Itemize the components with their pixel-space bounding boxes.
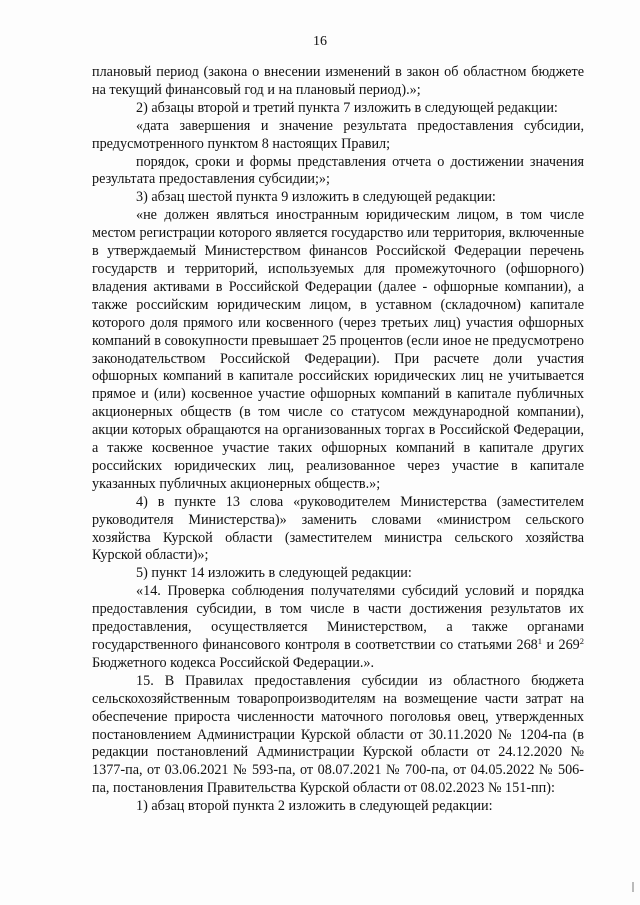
paragraph: порядок, сроки и формы представления отчета о достижении значения результата предоставления субсидии;»; [92,153,584,188]
scan-edge-mark [632,882,634,892]
paragraph: «дата завершения и значение результата предоставления субсидии, предусмотренного пунктом 8 настоящих Правил; [92,117,584,152]
paragraph-text: Бюджетного кодекса Российской Федерации.». [92,654,375,671]
superscript: 1 [537,636,543,646]
paragraph-text: «14. Проверка соблюдения получателями субсидий условий и порядка предоставления субсидии, в том числе в части достижения результатов их предоставления, осуществляется Министерством, а также органами государственного финансового контроля в соответствии со статьями 268 [92,583,584,653]
page-number: 16 [313,34,327,49]
paragraph: «не должен являться иностранным юридическим лицом, в том числе местом регистрации которого является государство или территория, включенные в утверждаемый Министерством финансов Российской Федерации перечень государств и территорий, используемых для промежуточного (офшорного) владения активами в Российской Федерации (далее - офшорные компании), а также российским юридическим лицом, в уставном (складочном) капитале которого доля прямого или косвенного (через третьих лиц) участия офшорных компаний в совокупности превышает 25 процентов (если иное не предусмотрено законодательством Российской Федерации). При расчете доли участия офшорных компаний в капитале российских юридических лиц не учитывается прямое и (или) косвенное участие офшорных компаний в капитале публичных акционерных обществ (в том числе со статусом международной компании), акции которых обращаются на организованных торгах в Российской Федерации, а также косвенное участие таких офшорных компаний в капитале других российских юридических лиц, реализованное через участие в капитале указанных публичных акционерных обществ.»; [92,207,584,492]
superscript: 2 [579,636,585,646]
paragraph: 5) пункт 14 изложить в следующей редакции: [136,565,412,582]
document-body [92,64,584,816]
paragraph: 1) абзац второй пункта 2 изложить в следующей редакции: [136,798,493,815]
paragraph: плановый период (закона о внесении изменений в закон об областном бюджете на текущий финансовый год и на плановый период).»; [92,64,584,98]
paragraph: 3) абзац шестой пункта 9 изложить в следующей редакции: [136,189,496,206]
paragraph [92,583,584,673]
paragraph: 15. В Правилах предоставления субсидии из областного бюджета сельскохозяйственным товаропроизводителям на возмещение части затрат на обеспечение прироста численности маточного поголовья овец, утвержденных постановлением Администрации Курской области от 30.11.2020 № 1204-па (в редакции постановлений Администрации Курской области от 24.12.2020 № 1377-па, от 03.06.2021 № 593-па, от 08.07.2021 № 700-па, от 04.05.2022 № 506-па, постановления Правительства Курской области от 08.02.2023 № 151-пп): [92,672,584,797]
paragraph-text: и 269 [542,637,580,653]
paragraph: 2) абзацы второй и третий пункта 7 изложить в следующей редакции: [136,99,558,116]
paragraph: 4) в пункте 13 слова «руководителем Министерства (заместителем руководителя Министерства)» заменить словами «министром сельского хозяйства Курской области (заместителем министра сельского хозяйства Курской области)»; [92,493,584,564]
